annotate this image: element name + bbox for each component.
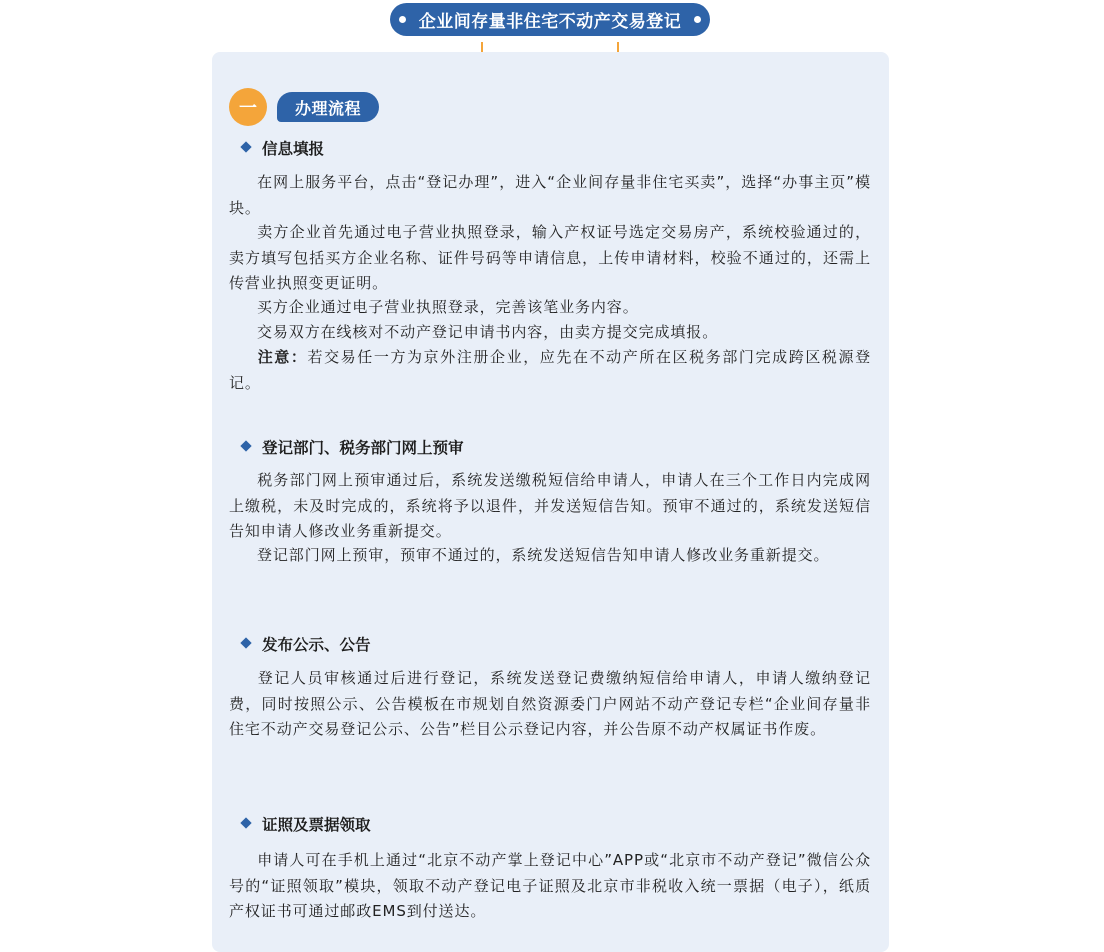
paragraph: 税务部门网上预审通过后，系统发送缴税短信给申请人，申请人在三个工作日内完成网上缴税，未及时完成的，系统将予以退件，并发送短信告知。预审不通过的，系统发送短信告知申请人修改业务重新提交。	[229, 471, 871, 540]
diamond-bullet-icon	[240, 141, 251, 152]
bullet-dot-icon	[399, 16, 406, 23]
section-title-text: 证照及票据领取	[262, 816, 371, 834]
paragraph: 卖方企业首先通过电子营业执照登录，输入产权证号选定交易房产，系统校验通过的，卖方填写包括买方企业名称、证件号码等申请信息，上传申请材料，校验不通过的，还需上传营业执照变更证明。	[229, 223, 871, 292]
note-label: 注意：	[257, 348, 308, 366]
paragraph: 登记人员审核通过后进行登记，系统发送登记费缴纳短信给申请人，申请人缴纳登记费，同时按照公示、公告模板在市规划自然资源委门户网站不动产登记专栏“企业间存量非住宅不动产交易登记公示、公告”栏目公示登记内容，并公告原不动产权属证书作废。	[229, 669, 871, 738]
header-banner	[390, 3, 710, 36]
paragraph: 买方企业通过电子营业执照登录，完善该笔业务内容。	[257, 298, 639, 316]
section-title	[242, 137, 324, 159]
section-title	[242, 633, 371, 655]
paragraph: 申请人可在手机上通过“北京不动产掌上登记中心”APP或“北京市不动产登记”微信公众号的“证照领取”模块，领取不动产登记电子证照及北京市非税收入统一票据（电子），纸质产权证书可通过邮政EMS到付送达。	[229, 851, 871, 920]
diamond-bullet-icon	[240, 440, 251, 451]
step-number-badge: 一	[229, 88, 267, 126]
section-title-text: 发布公示、公告	[262, 636, 371, 654]
paragraph: 在网上服务平台，点击“登记办理”，进入“企业间存量非住宅买卖”，选择“办事主页”模块。	[229, 173, 871, 217]
paragraph: 登记部门网上预审，预审不通过的，系统发送短信告知申请人修改业务重新提交。	[257, 546, 830, 564]
section-title-text: 信息填报	[262, 140, 325, 158]
header-title: 企业间存量非住宅不动产交易登记	[418, 12, 682, 32]
paragraph: 交易双方在线核对不动产登记申请书内容，由卖方提交完成填报。	[257, 323, 719, 341]
section-title	[242, 813, 371, 835]
diamond-bullet-icon	[240, 637, 251, 648]
bullet-dot-icon	[694, 16, 701, 23]
note-paragraph: 注意：若交易任一方为京外注册企业，应先在不动产所在区税务部门完成跨区税源登记。	[229, 348, 871, 392]
section-title-text: 登记部门、税务部门网上预审	[262, 439, 464, 457]
step-label: 办理流程	[277, 92, 379, 122]
section-title	[242, 436, 464, 458]
diamond-bullet-icon	[240, 817, 251, 828]
